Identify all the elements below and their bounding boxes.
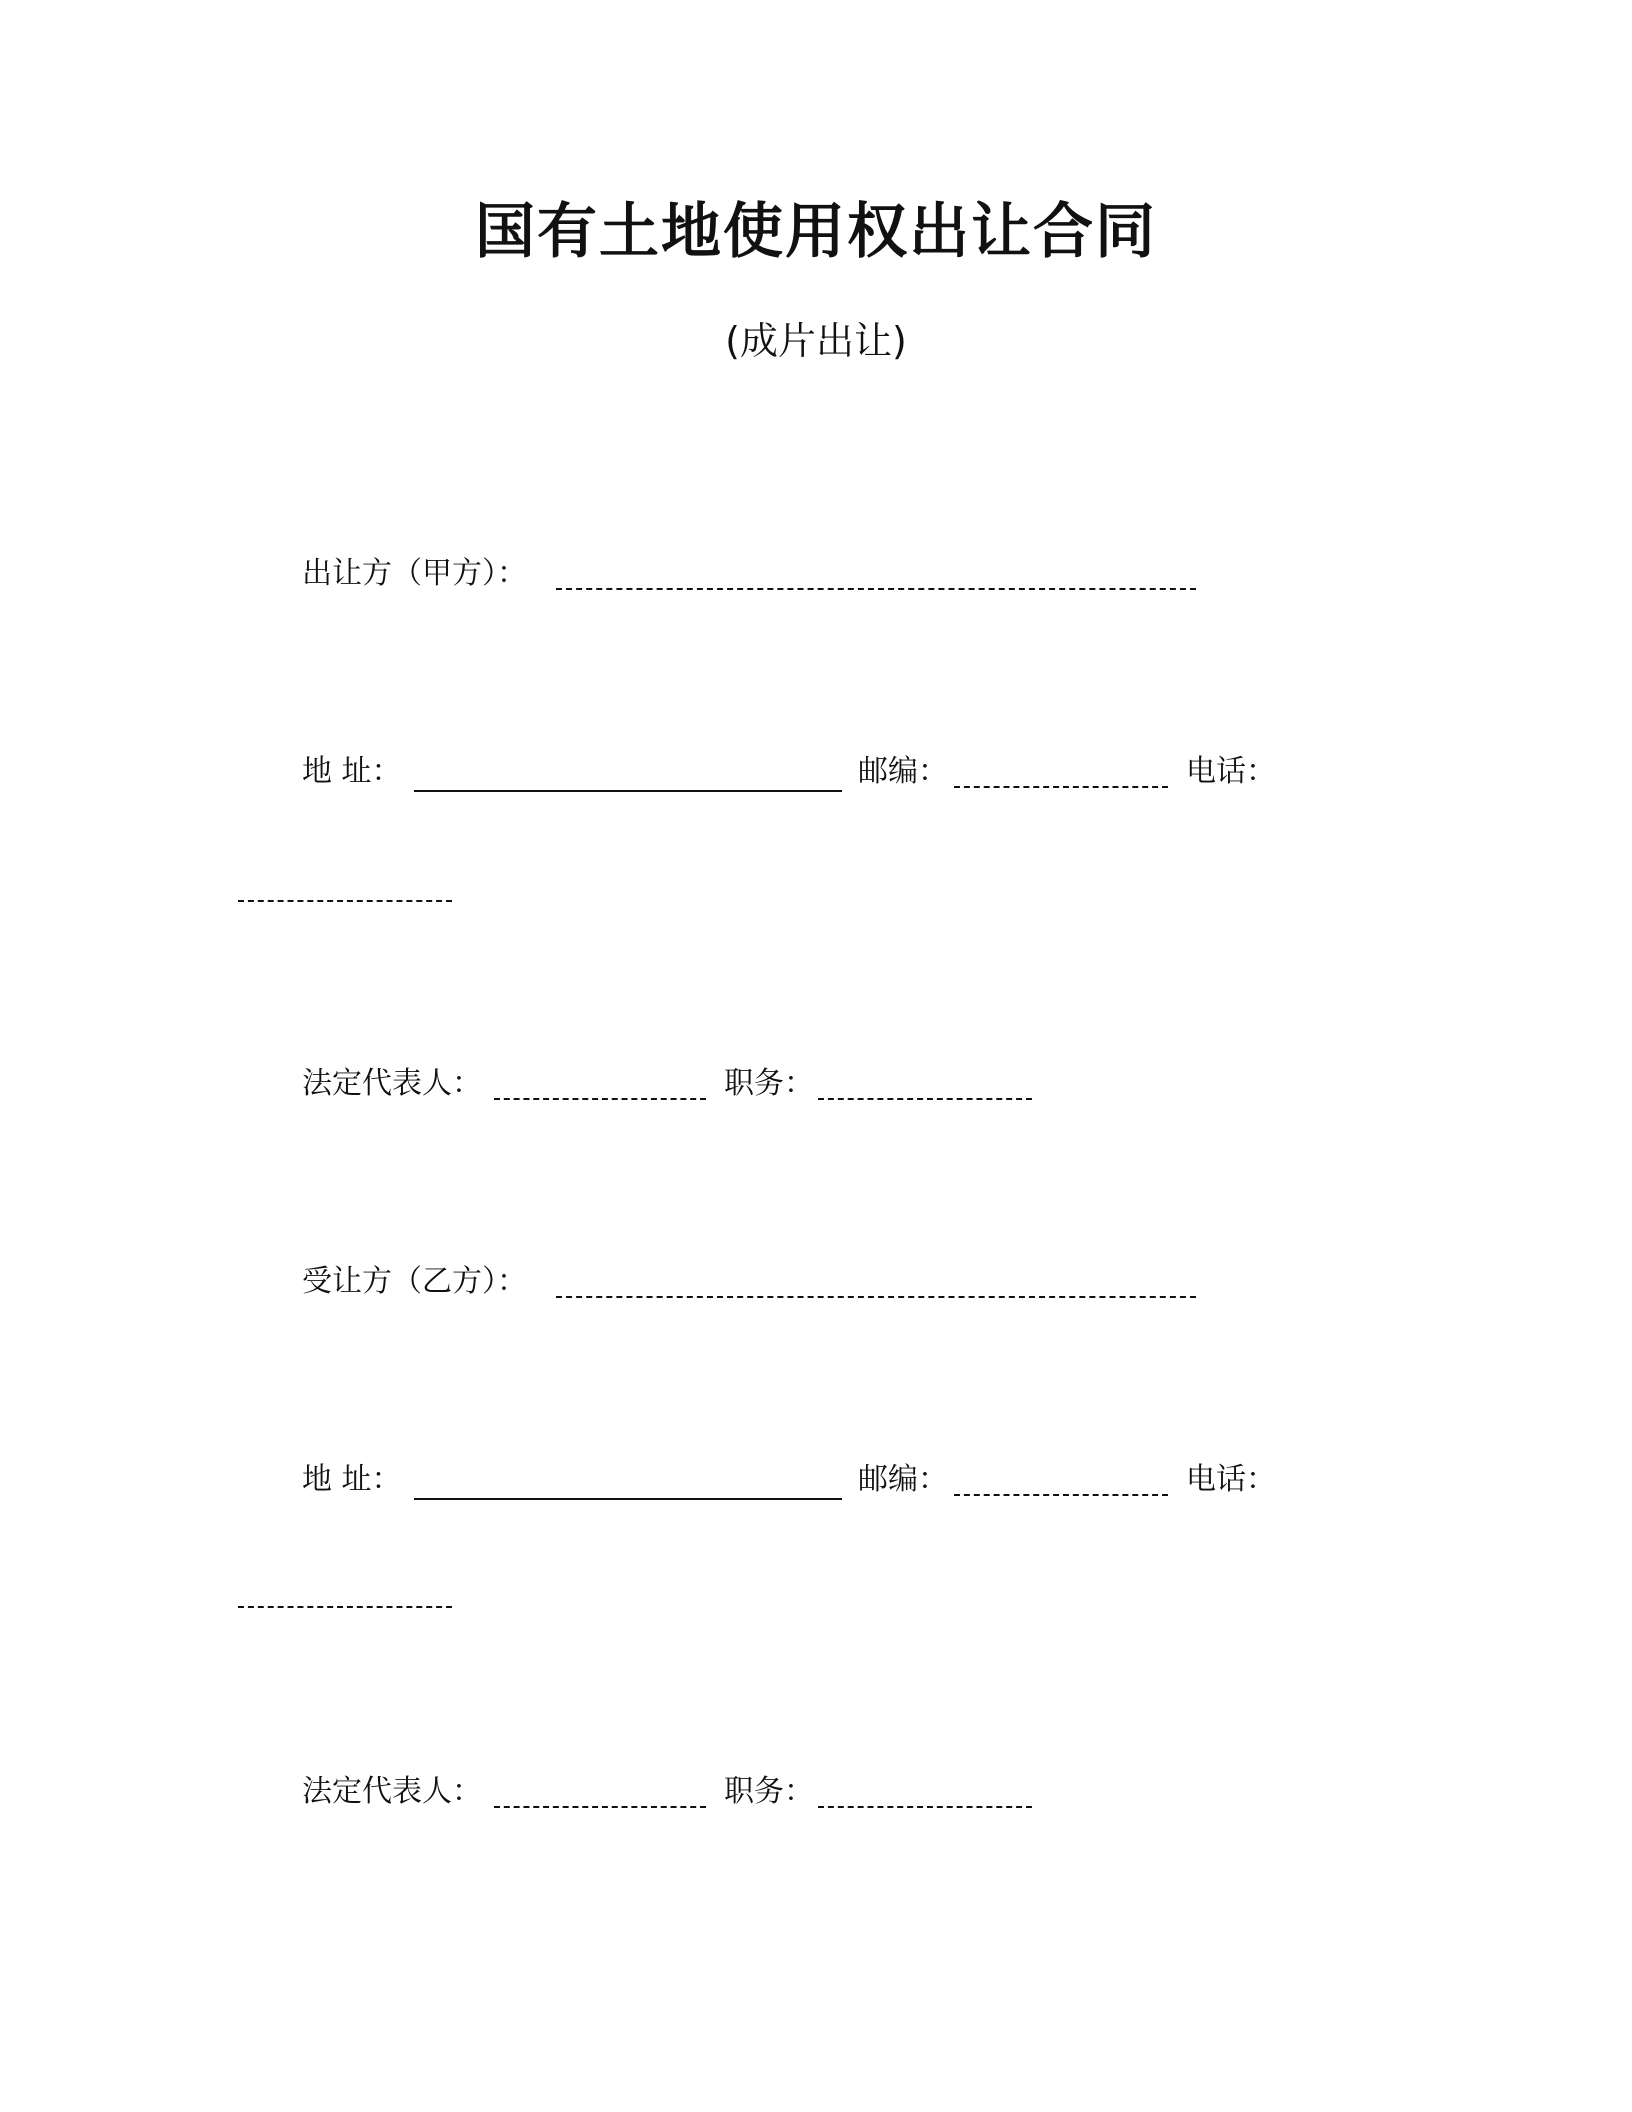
party-a-label: 出让方（甲方）： <box>302 556 527 591</box>
party-a-address-field[interactable] <box>414 790 842 792</box>
party-a-name-field[interactable] <box>556 588 1196 590</box>
party-b-name-field[interactable] <box>556 1296 1196 1298</box>
party-a-phone-label: 电话： <box>1186 754 1276 789</box>
party-b-phone-label: 电话： <box>1186 1462 1276 1497</box>
party-b-label: 受让方（乙方）： <box>302 1264 527 1299</box>
party-b-address-field[interactable] <box>414 1498 842 1500</box>
party-b-address-label: 地 址： <box>302 1462 402 1497</box>
party-b-rep-field[interactable] <box>494 1806 706 1808</box>
party-a-zip-label: 邮编： <box>858 754 948 789</box>
party-a-position-label: 职务： <box>724 1066 814 1101</box>
party-b-position-field[interactable] <box>818 1806 1032 1808</box>
document-title: 国有土地使用权出让合同 <box>475 197 1157 267</box>
party-a-rep-label: 法定代表人： <box>302 1066 482 1101</box>
party-a-position-field[interactable] <box>818 1098 1032 1100</box>
party-a-rep-field[interactable] <box>494 1098 706 1100</box>
party-a-address-label: 地 址： <box>302 754 402 789</box>
party-b-zip-label: 邮编： <box>858 1462 948 1497</box>
party-b-rep-label: 法定代表人： <box>302 1774 482 1809</box>
party-b-zip-field[interactable] <box>954 1494 1168 1496</box>
party-a-phone-field[interactable] <box>238 900 452 902</box>
document-subtitle: (成片出让) <box>725 319 907 363</box>
party-b-phone-field[interactable] <box>238 1606 452 1608</box>
party-b-position-label: 职务： <box>724 1774 814 1809</box>
party-a-zip-field[interactable] <box>954 786 1168 788</box>
